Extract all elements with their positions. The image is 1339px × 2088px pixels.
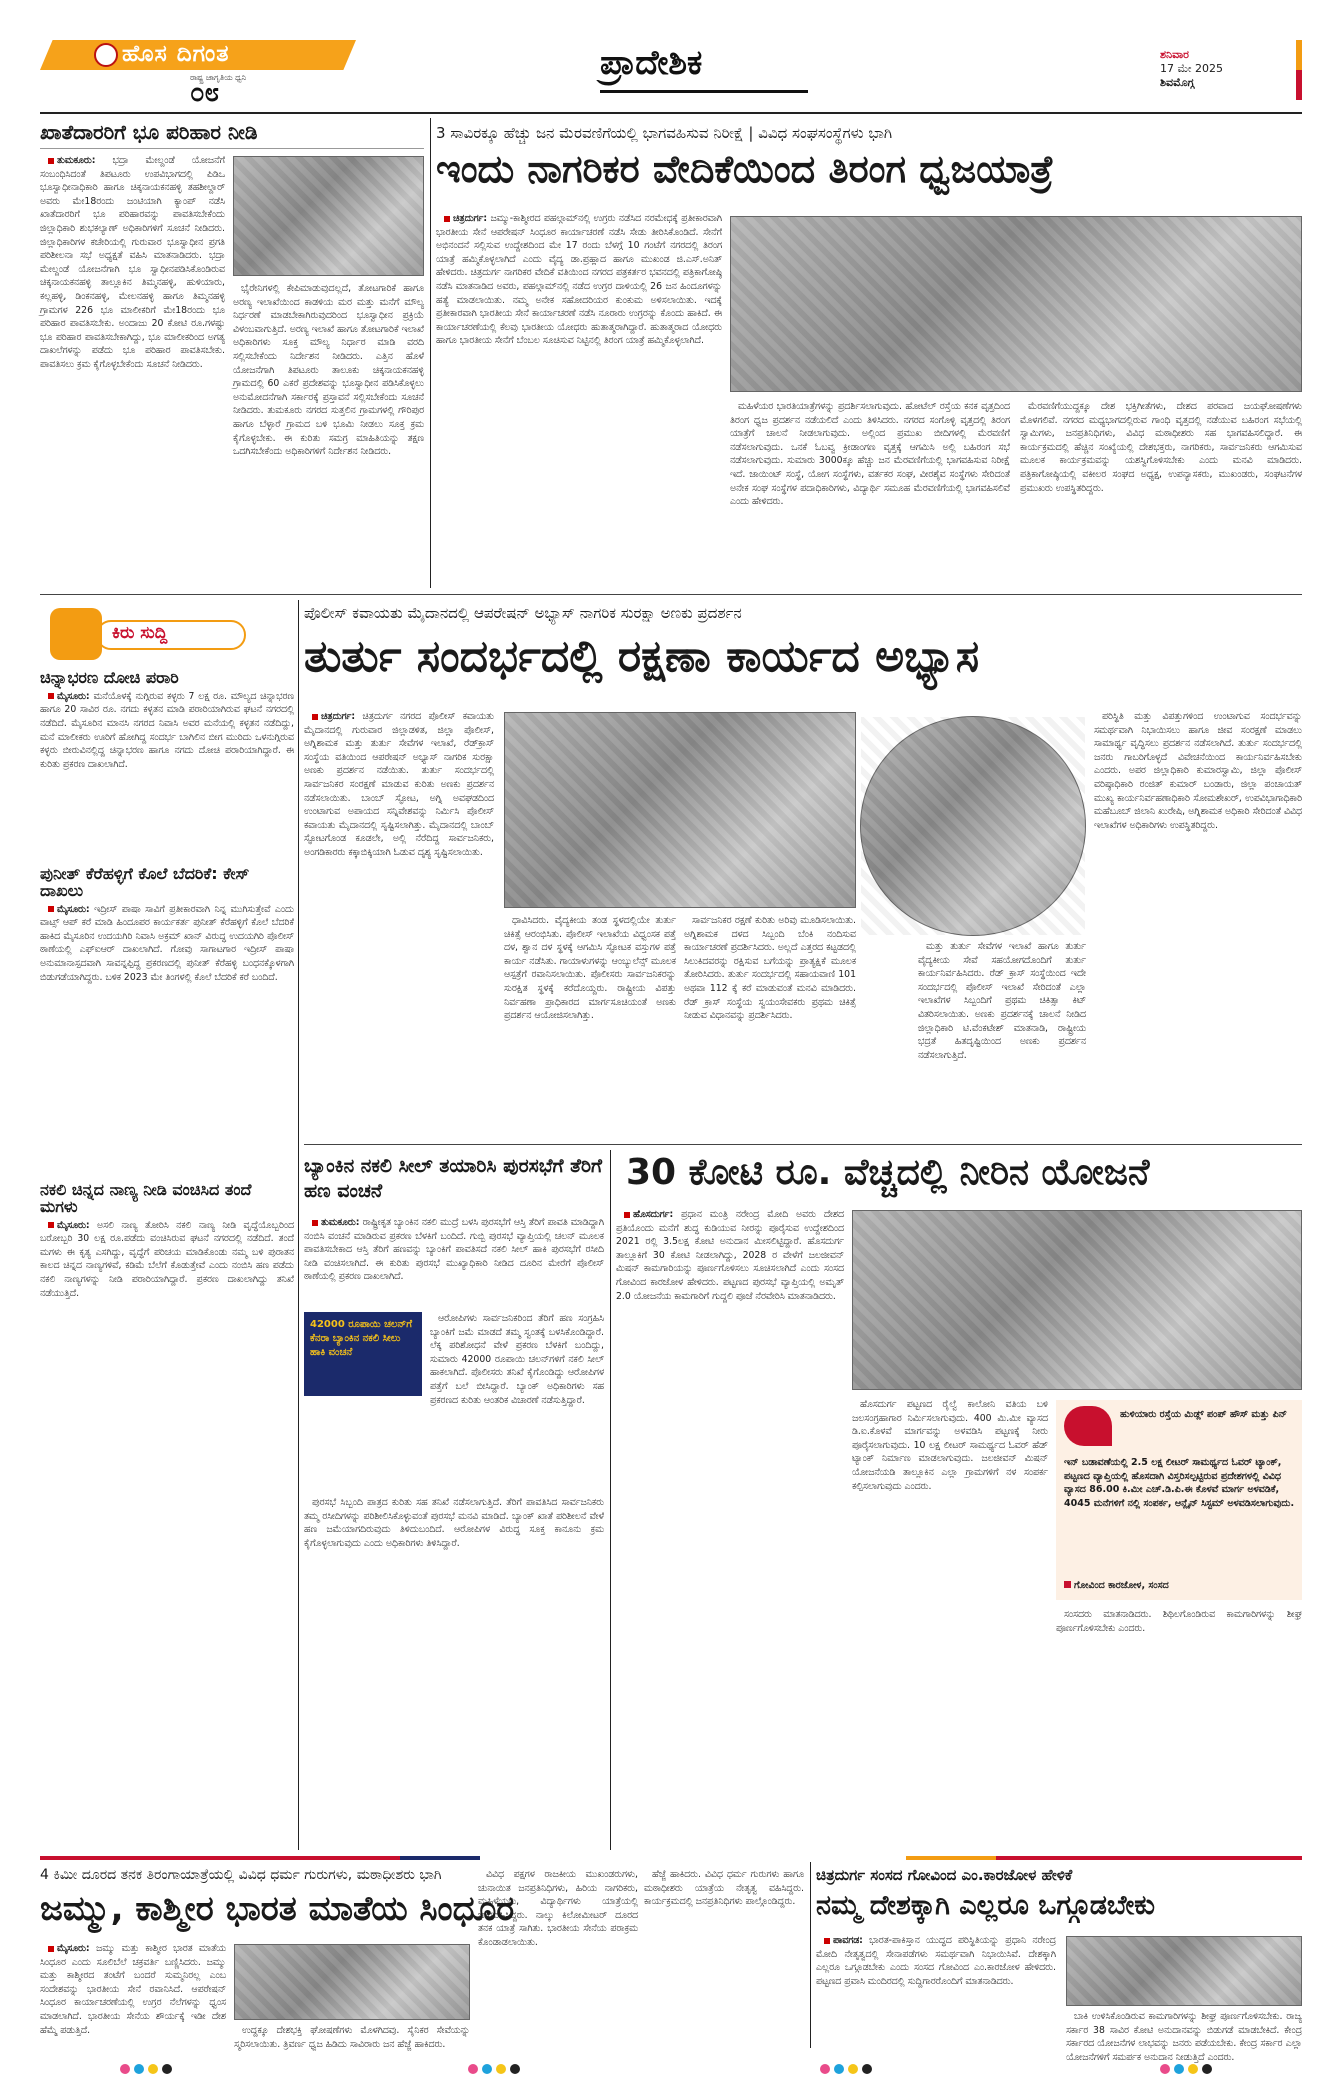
kiru-suddi-column	[40, 600, 294, 1850]
registration-dot	[862, 2064, 872, 2074]
page-number: ೦೮	[190, 78, 220, 108]
bullet-icon	[312, 714, 318, 720]
article-fake-seal	[304, 1150, 604, 1850]
bullet-icon	[48, 906, 54, 912]
dateline: ಪಾವಗಡ:	[833, 1935, 863, 1946]
logo-block	[40, 40, 356, 108]
callout-text: 42000 ರೂಪಾಯಿ ಚಲನ್‌ಗೆ ಕೆನರಾ ಬ್ಯಾಂಕಿನ ನಕಲಿ ಸೀಲು ಹಾಕಿ ವಂಚನೆ	[310, 1319, 413, 1358]
article-body: ಧಾವಿಸಿದರು. ವೈದ್ಯಕೀಯ ತಂಡ ಸ್ಥಳದಲ್ಲಿಯೇ ತುರ್ತು ಚಿಕಿತ್ಸೆ ಆರಂಭಿಸಿತು. ಪೊಲೀಸ್ ಇಲಾಖೆಯ ವಿಧ್ವಂಸಕ ಪತ್ತೆ ದಳ, ಶ್ವಾನ ದಳ ಸ್ಥಳಕ್ಕೆ ಆಗಮಿಸಿ ಸ್ಫೋಟಕ ವಸ್ತುಗಳ ಪತ್ತೆ ಕಾರ್ಯ ನಡೆಸಿತು. ಗಾಯಾಳುಗಳನ್ನು ಆಂಬ್ಯುಲೆನ್ಸ್ ಮೂಲಕ ಆಸ್ಪತ್ರೆಗೆ ರವಾನಿಸಲಾಯಿತು. ಪೊಲೀಸರು ಸಾರ್ವಜನಿಕರನ್ನು ಸುರಕ್ಷಿತ ಸ್ಥಳಕ್ಕೆ ಕರೆದೊಯ್ದರು. ರಾಷ್ಟ್ರೀಯ ವಿಪತ್ತು ನಿರ್ವಹಣಾ ಪ್ರಾಧಿಕಾರದ ಮಾರ್ಗಸೂಚಿಯಂತೆ ಅಣಕು ಪ್ರದರ್ಶನ ಆಯೋಜಿಸಲಾಗಿತ್ತು.	[504, 915, 676, 1022]
section-title: ಪ್ರಾದೇಶಿಕ	[600, 43, 703, 83]
registration-dot	[120, 2064, 130, 2074]
registration-dot	[162, 2064, 172, 2074]
article-column	[478, 1868, 638, 2048]
day-label: ಶನಿವಾರ	[1160, 48, 1189, 61]
registration-dot	[1202, 2064, 1212, 2074]
article-body: ಉದ್ದಕ್ಕೂ ದೇಶಭಕ್ತಿ ಘೋಷಣೆಗಳು ಮೊಳಗಿದವು. ಸೈನಿಕರ ಸೇವೆಯನ್ನು ಸ್ಮರಿಸಲಾಯಿತು. ತ್ರಿವರ್ಣ ಧ್ವಜ ಹಿಡಿದು ಸಾವಿರಾರು ಜನ ಹೆಜ್ಜೆ ಹಾಕಿದರು.	[234, 2025, 470, 2050]
article-column	[1020, 400, 1302, 584]
article-body: ಮೆರವಣಿಗೆಯುದ್ದಕ್ಕೂ ದೇಶ ಭಕ್ತಿಗೀತೆಗಳು, ದೇಶದ ಪರವಾದ ಜಯಘೋಷಣೆಗಳು ಮೊಳಗಲಿವೆ. ನಗರದ ಮಧ್ಯಭಾಗದಲ್ಲಿರುವ ಗಾಂಧಿ ವೃತ್ತದಲ್ಲಿ ನಡೆಯುವ ಬಹಿರಂಗ ಸಭೆಯಲ್ಲಿ ಸ್ವಾಮಿಗಳು, ಜನಪ್ರತಿನಿಧಿಗಳು, ವಿವಿಧ ಮಠಾಧೀಶರು ಸಹ ಭಾಗವಹಿಸಲಿದ್ದಾರೆ. ಈ ಕಾರ್ಯಕ್ರಮದಲ್ಲಿ ಹೆಚ್ಚಿನ ಸಂಖ್ಯೆಯಲ್ಲಿ ದೇಶಭಕ್ತರು, ನಾಗರಿಕರು, ಸಾರ್ವಜನಿಕರು ಆಗಮಿಸುವ ಮೂಲಕ ಕಾರ್ಯಕ್ರಮವನ್ನು ಯಶಸ್ವಿಗೊಳಿಸಬೇಕು ಎಂದು ಮನವಿ ಮಾಡಿದರು. ಪತ್ರಿಕಾಗೋಷ್ಠಿಯಲ್ಲಿ ವಕೀಲರ ಸಂಘದ ಅಧ್ಯಕ್ಷ, ಉಪನ್ಯಾಸಕರು, ಮುಖಂಡರು, ಸಂಘಟನೆಗಳ ಪ್ರಮುಖರು ಉಪಸ್ಥಿತರಿದ್ದರು.	[1020, 401, 1302, 494]
article-body: ಪ್ರಧಾನ ಮಂತ್ರಿ ನರೇಂದ್ರ ಮೋದಿ ಅವರು ದೇಶದ ಪ್ರತಿಯೊಂದು ಮನೆಗೆ ಶುದ್ಧ ಕುಡಿಯುವ ನೀರನ್ನು ಪೂರೈಸುವ ಉದ್ದೇಶದಿಂದ 2021 ರಲ್ಲಿ 3.5ಲಕ್ಷ ಕೋಟಿ ಅನುದಾನ ಮೀಸಲಿಟ್ಟಿದ್ದಾರೆ. ಹೊಸದುರ್ಗ ತಾಲ್ಲೂಕಿಗೆ 30 ಕೋಟಿ ನೀಡಲಾಗಿದ್ದು, 2028 ರ ವೇಳೆಗೆ ಜಲಜೀವನ್ ಮಿಷನ್ ಕಾಮಗಾರಿಯನ್ನು ಪೂರ್ಣಗೊಳಿಸಲು ಸೂಚಿಸಲಾಗಿದೆ ಎಂದು ಸಂಸದ ಗೋವಿಂದ ಕಾರಜೋಳ ಹೇಳಿದರು. ಪಟ್ಟಣದ ಪುರಸಭೆ ವ್ಯಾಪ್ತಿಯಲ್ಲಿ ಅಮೃತ್ 2.0 ಯೋಜನೆಯ ಕಾಮಗಾರಿಗೆ ಗುದ್ದಲಿ ಪೂಜೆ ನೆರವೇರಿಸಿ ಮಾತನಾಡಿದರು.	[616, 1209, 844, 1302]
groundbreaking-photo	[852, 1210, 1302, 1390]
bullet-icon	[48, 1946, 54, 1952]
article-headline: ಬ್ಯಾಂಕಿನ ನಕಲಿ ಸೀಲ್ ತಯಾರಿಸಿ ಪುರಸಭೆಗೆ ತೆರಿಗೆ ಹಣ ವಂಚನೆ	[304, 1155, 603, 1202]
quote-text: ಇನ್ ಬಡಾವಣೆಯಲ್ಲಿ 2.5 ಲಕ್ಷ ಲೀಟರ್ ಸಾಮರ್ಥ್ಯದ ಓವರ್ ಟ್ಯಾಂಕ್, ಪಟ್ಟಣದ ವ್ಯಾಪ್ತಿಯಲ್ಲಿ ಹೊಸದಾಗಿ ವಿಸ್ತರಿಸಲ್ಪಟ್ಟಿರುವ ಪ್ರದೇಶಗಳಲ್ಲಿ ವಿವಿಧ ವ್ಯಾಸದ 86.00 ಕಿ.ಮೀ ಎಚ್.ಡಿ.ಪಿ.ಈ ಕೊಳವೆ ಮಾರ್ಗ ಅಳವಡಿಕೆ, 4045 ಮನೆಗಳಿಗೆ ನಲ್ಲಿ ಸಂಪರ್ಕ, ಆನ್ಲೈನ್ ಸಿಸ್ಟಮ್ ಅಳವಡಿಸಲಾಗುವುದು.	[1064, 1457, 1295, 1509]
article-column	[40, 154, 225, 584]
registration-marks	[120, 2064, 1220, 2078]
quote-author-name: ಗೋವಿಂದ ಕಾರಜೋಳ, ಸಂಸದ	[1074, 1580, 1169, 1591]
article-headline: ಇಂದು ನಾಗರಿಕರ ವೇದಿಕೆಯಿಂದ ತಿರಂಗ ಧ್ವಜಯಾತ್ರೆ	[436, 147, 1054, 191]
dateline: ಮೈಸೂರು:	[57, 1943, 90, 1954]
article-column	[730, 400, 1010, 584]
city-label: ಶಿವಮೊಗ್ಗ	[1160, 76, 1195, 89]
registration-dot	[134, 2064, 144, 2074]
article-body: ಭೈರೇನಿಗಳಲ್ಲಿ ಕೇಪಿಮಾಡುವುದಲ್ಲದೆ, ತೋಟಗಾರಿಕೆ ಹಾಗೂ ಅರಣ್ಯ ಇಲಾಖೆಯಿಂದ ಕಾಡಳಿಯ ಮರ ಮತ್ತು ಮನೆಗೆ ಮೌಲ್ಯ ನಿರ್ಧರಣೆ ಮಾಡಬೇಕಾಗಿರುವುದರಿಂದ ಭೂಸ್ವಾಧೀನ ಪ್ರಕ್ರಿಯೆ ವಿಳಂಬವಾಗುತ್ತಿದೆ. ಅರಣ್ಯ ಇಲಾಖೆ ಹಾಗೂ ತೋಟಗಾರಿಕೆ ಇಲಾಖೆ ಅಧಿಕಾರಿಗಳು ಸೂಕ್ತ ಮೌಲ್ಯ ನಿರ್ಧಾರ ಮಾಡಿ ವರದಿ ಸಲ್ಲಿಸಬೇಕೆಂದು ನಿರ್ದೇಶನ ನೀಡಿದರು. ಎತ್ತಿನ ಹೊಳೆ ಯೋಜನೆಗಾಗಿ ತಿಪಟೂರು ತಾಲೂಕು ಚಿಕ್ಕನಾಯಕನಹಳ್ಳಿ ಗ್ರಾಮದಲ್ಲಿ 60 ಎಕರೆ ಪ್ರದೇಶವನ್ನು ಭೂಸ್ವಾಧೀನ ಪಡಿಸಿಕೊಳ್ಳಲು ಅನುಮೋದನೆಗಾಗಿ ಸರ್ಕಾರಕ್ಕೆ ಪ್ರಸ್ತಾವನೆ ಸಲ್ಲಿಸಬೇಕೆಂದು ಸೂಚನೆ ನೀಡಿದರು. ತುಮಕೂರು ನಗರದ ಸುತ್ತಲಿನ ಗ್ರಾಮಗಳಲ್ಲಿ ಗೌರಿಪುರ ಹಾಗೂ ಬೆಳ್ಳಾರೆ ಗ್ರಾಮದ ಬಳಿ ಭೂಮಿ ನೀಡಲು ಸೂಕ್ತ ಕ್ರಮ ಕೈಗೊಳ್ಳಬೇಕು. ಈ ಕುರಿತು ಸಮಗ್ರ ಮಾಹಿತಿಯನ್ನು ತಕ್ಷಣ ಒದಗಿಸಬೇಕೆಂದು ಅಧಿಕಾರಿಗಳಿಗೆ ನಿರ್ದೇಶನ ನೀಡಿದರು.	[233, 283, 424, 458]
article-tiranga-yatra	[436, 118, 1302, 588]
article-body: ವಿವಿಧ ಪಕ್ಷಗಳ ರಾಜಕೀಯ ಮುಖಂಡರುಗಳು, ಚುನಾಯಿತ ಜನಪ್ರತಿನಿಧಿಗಳು, ಹಿರಿಯ ನಾಗರಿಕರು, ಮಹಿಳೆಯರು, ವಿದ್ಯಾರ್ಥಿಗಳು ಯಾತ್ರೆಯಲ್ಲಿ ಭಾಗವಹಿಸಿದ್ದರು. ನಾಲ್ಕು ಕಿಲೋಮೀಟರ್ ದೂರದ ತನಕ ಯಾತ್ರೆ ಸಾಗಿತು. ಭಾರತೀಯ ಸೇನೆಯ ಪರಾಕ್ರಮ ಕೊಂಡಾಡಲಾಯಿತು.	[478, 1869, 638, 1948]
column-divider	[810, 1862, 811, 2048]
article-kicker: 4 ಕಿಮೀ ದೂರದ ತನಕ ತಿರಂಗಾಯಾತ್ರೆಯಲ್ಲಿ ವಿವಿಧ ಧರ್ಮ ಗುರುಗಳು, ಮಠಾಧೀಶರು ಭಾಗಿ	[40, 1867, 442, 1883]
registration-dot	[496, 2064, 506, 2074]
dateline: ಮೈಸೂರು:	[57, 1219, 90, 1231]
color-bar	[996, 1856, 1302, 1860]
article-body: ಭದ್ರಾ ಮೇಲ್ದಂಡೆ ಯೋಜನೆಗೆ ಸಂಬಂಧಿಸಿದಂತೆ ತಿಪಟೂರು ಉಪವಿಭಾಗದಲ್ಲಿ ಪಿಡಿಒ ಭೂಸ್ವಾಧೀನಾಧಿಕಾರಿ ಹಾಗೂ ಚಿಕ್ಕನಾಯಕನಹಳ್ಳಿ ತಹಶೀಲ್ದಾರ್ ಅವರು ಮೇ18ರಂದು ಜಂಟಿಯಾಗಿ ಕ್ಯಾಂಪ್ ನಡೆಸಿ ಖಾತೆದಾರರಿಗೆ ಭೂ ಪರಿಹಾರವನ್ನು ಪಾವತಿಸಬೇಕೆಂದು ಜಿಲ್ಲಾಧಿಕಾರಿ ಶುಭಕಲ್ಯಾಣ್ ಅಧಿಕಾರಿಗಳಿಗೆ ಸೂಚನೆ ನೀಡಿದರು. ಜಿಲ್ಲಾಧಿಕಾರಿಗಳ ಕಚೇರಿಯಲ್ಲಿ ಗುರುವಾರ ಭೂಸ್ವಾಧೀನ ಪ್ರಗತಿ ಪರಿಶೀಲನಾ ಸಭೆ ಅಧ್ಯಕ್ಷತೆ ವಹಿಸಿ ಮಾತನಾಡಿದರು. ಭದ್ರಾ ಮೇಲ್ದಂಡೆ ಯೋಜನೆಗಾಗಿ ಭೂ ಸ್ವಾಧೀನಪಡಿಸಿಕೊಂಡಿರುವ ಚಿಕ್ಕನಾಯಕನಹಳ್ಳಿ ತಾಲ್ಲೂಕಿನ ತಿಮ್ಮನಹಳ್ಳಿ, ಹುಳಿಯಾರು, ಕಲ್ಲಹಳ್ಳಿ, ಡಿಂಕನಹಳ್ಳಿ, ಮೇಲನಹಳ್ಳಿ ಹಾಗೂ ತಿಮ್ಮನಹಳ್ಳಿ ಗ್ರಾಮಗಳ 226 ಭೂ ಮಾಲೀಕರಿಗೆ ಮೇ18ರಂದು ಭೂ ಪರಿಹಾರ ಪಾವತಿಸಬೇಕು. ಅಂದಾಜು 20 ಕೋಟಿ ರೂ.ಗಳಷ್ಟು ಭೂ ಪರಿಹಾರ ಪಾವತಿಸಬೇಕಾಗಿದ್ದು, ಭೂ ಮಾಲೀಕರಿಂದ ಅಗತ್ಯ ದಾಖಲೆಗಳನ್ನು ಪಡೆದು ಭೂ ಪರಿಹಾರ ಪಾವತಿಸಬೇಕು. ಪಾವತಿಸಲು ಕ್ರಮ ಕೈಗೊಳ್ಳಬೇಕೆಂದು ಸೂಚನೆ ನೀಡಿದರು.	[40, 155, 225, 370]
press-meet-photo	[1066, 1936, 1302, 2006]
color-bar	[906, 1856, 996, 1860]
kiru-body: ಅಸಲಿ ನಾಣ್ಯ ತೋರಿಸಿ ನಕಲಿ ನಾಣ್ಯ ನೀಡಿ ವೃದ್ಧೆಯೊಬ್ಬರಿಂದ ಬರೋಬ್ಬರಿ 30 ಲಕ್ಷ ರೂ.ಪಡೆದು ವಂಚಿಸಿರುವ ಘಟನೆ ನಗರದಲ್ಲಿ ನಡೆದಿದೆ. ತಂದೆ ಮಗಳು ಈ ಕೃತ್ಯ ಎಸಗಿದ್ದು, ವೃದ್ಧೆಗೆ ಪರಿಚಯ ಮಾಡಿಕೊಂಡು ನಮ್ಮ ಬಳಿ ಪುರಾತನ ಕಾಲದ ಚಿನ್ನದ ನಾಣ್ಯಗಳಿವೆ, ಕಡಿಮೆ ಬೆಲೆಗೆ ಕೊಡುತ್ತೇವೆ ಎಂದು ನಂಬಿಸಿ ಹಣ ಪಡೆದು ನಕಲಿ ನಾಣ್ಯಗಳನ್ನು ನೀಡಿ ಪರಾರಿಯಾಗಿದ್ದಾರೆ. ಪ್ರಕರಣ ದಾಖಲಾಗಿದ್ದು ತನಿಖೆ ನಡೆಯುತ್ತಿದೆ.	[40, 1219, 294, 1299]
kiru-suddi-badge	[50, 608, 250, 662]
article-column	[616, 1208, 844, 1808]
bullet-icon	[48, 1222, 54, 1228]
kiru-headline: ಚಿನ್ನಾಭರಣ ದೋಚಿ ಪರಾರಿ	[40, 668, 179, 687]
rescue-drill-photo	[860, 716, 1086, 936]
article-column	[1094, 710, 1302, 1136]
article-body: ಆರೋಪಿಗಳು ಸಾರ್ವಜನಿಕರಿಂದ ತೆರಿಗೆ ಹಣ ಸಂಗ್ರಹಿಸಿ ಬ್ಯಾಂಕಿಗೆ ಜಮೆ ಮಾಡದೆ ತಮ್ಮ ಸ್ವಂತಕ್ಕೆ ಬಳಸಿಕೊಂಡಿದ್ದಾರೆ. ಲೆಕ್ಕ ಪರಿಶೋಧನೆ ವೇಳೆ ಪ್ರಕರಣ ಬೆಳಕಿಗೆ ಬಂದಿದ್ದು, ಸುಮಾರು 42000 ರೂಪಾಯಿ ಚಲನ್‌ಗಳಿಗೆ ನಕಲಿ ಸೀಲ್ ಹಾಕಲಾಗಿದೆ. ಪೊಲೀಸರು ತನಿಖೆ ಕೈಗೊಂಡಿದ್ದು ಆರೋಪಿಗಳ ಪತ್ತೆಗೆ ಬಲೆ ಬೀಸಿದ್ದಾರೆ. ಬ್ಯಾಂಕ್ ಅಧಿಕಾರಿಗಳು ಸಹ ಪ್ರಕರಣದ ಕುರಿತು ಆಂತರಿಕ ವಿಚಾರಣೆ ನಡೆಸುತ್ತಿದ್ದಾರೆ.	[430, 1313, 604, 1406]
kiru-item	[40, 1182, 294, 1592]
column-divider	[298, 600, 299, 1850]
article-headline: ತುರ್ತು ಸಂದರ್ಭದಲ್ಲಿ ರಕ್ಷಣಾ ಕಾರ್ಯದ ಅಭ್ಯಾಸ	[304, 631, 980, 682]
article-column	[304, 710, 494, 1136]
registration-dot	[510, 2064, 520, 2074]
kiru-headline: ಪುನೀತ್ ಕೆರೆಹಳ್ಳಿಗೆ ಕೊಲೆ ಬೆದರಿಕೆ: ಕೇಸ್ ದಾಖಲು	[40, 864, 250, 900]
dateline: ತುಮಕೂರು:	[321, 1217, 360, 1228]
logo-tagline: ರಾಷ್ಟ್ರ ಜಾಗೃತಿಯ ಧ್ವನಿ	[190, 73, 247, 82]
kiru-body: ಇದ್ರೀಸ್ ಪಾಷಾ ಸಾವಿಗೆ ಪ್ರತೀಕಾರವಾಗಿ ನಿನ್ನ ಮುಗಿಸುತ್ತೇವೆ ಎಂದು ವಾಟ್ಸ್ ಆಪ್ ಕರೆ ಮಾಡಿ ಹಿಂದೂಪರ ಕಾರ್ಯಕರ್ತ ಪುನೀತ್ ಕೆರೆಹಳ್ಳಿಗೆ ಕೊಲೆ ಬೆದರಿಕೆ ಹಾಕಿದ ಮೈಸೂರಿನ ಉದಯಗಿರಿ ನಿವಾಸಿ ಅಕ್ರಮ್ ಖಾನ್ ವಿರುದ್ಧ ಉದಯಗಿರಿ ಪೊಲೀಸ್ ಠಾಣೆಯಲ್ಲಿ ಎಫ್‌ಐಆರ್ ದಾಖಲಾಗಿದೆ. ಗೋವು ಸಾಗಾಟಗಾರ ಇದ್ರೀಸ್ ಪಾಷಾ ಅನುಮಾನಾಸ್ಪದವಾಗಿ ಸಾವನ್ನಪ್ಪಿದ್ದ ಪ್ರಕರಣದಲ್ಲಿ ಪುನೀತ್ ಕೆರೆಹಳ್ಳಿ ಬಂಧನಕ್ಕೊಳಗಾಗಿ ಬಿಡುಗಡೆಯಾಗಿದ್ದರು. ಬಳಿಕ 2023 ಮೇ ತಿಂಗಳಲ್ಲಿ ಕೊಲೆ ಬೆದರಿಕೆ ಕರೆ ಬಂದಿದೆ.	[40, 903, 294, 983]
article-body: ಚಿತ್ರದುರ್ಗ ನಗರದ ಪೊಲೀಸ್ ಕವಾಯತು ಮೈದಾನದಲ್ಲಿ ಗುರುವಾರ ಜಿಲ್ಲಾಡಳಿತ, ಜಿಲ್ಲಾ ಪೊಲೀಸ್, ಅಗ್ನಿಶಾಮಕ ಮತ್ತು ತುರ್ತು ಸೇವೆಗಳ ಇಲಾಖೆ, ರೆಡ್‌ಕ್ರಾಸ್ ಸಂಸ್ಥೆಯ ವತಿಯಿಂದ ಆಪರೇಷನ್ ಅಭ್ಯಾಸ್ ನಾಗರಿಕ ಸುರಕ್ಷಾ ಅಣಕು ಪ್ರದರ್ಶನ ನಡೆಯಿತು. ತುರ್ತು ಸಂದರ್ಭದಲ್ಲಿ ಸಾರ್ವಜನಿಕರ ಸಂರಕ್ಷಣೆ ಮಾಡುವ ಕುರಿತು ಅಣಕು ಪ್ರದರ್ಶನ ನಡೆಸಲಾಯಿತು. ಬಾಂಬ್ ಸ್ಫೋಟ, ಅಗ್ನಿ ಅವಘಡದಿಂದ ಉಂಟಾಗುವ ಅಪಾಯದ ಸನ್ನಿವೇಶವನ್ನು ನಿರ್ಮಿಸಿ ಪೊಲೀಸ್ ಕವಾಯತು ಮೈದಾನದಲ್ಲಿ ಸೃಷ್ಟಿಸಲಾಗಿತ್ತು. ಮೈದಾನದಲ್ಲಿ ಬಾಂಬ್ ಸ್ಫೋಟಗೊಂಡ ಕೂಡಲೇ, ಅಲ್ಲಿ ನೆರೆದಿದ್ದ ಸಾರ್ವಜನಿಕರು, ಅಂಗಡಿಕಾರರು ಕಕ್ಕಾಬಿಕ್ಕಿಯಾಗಿ ಓಡುವ ದೃಶ್ಯ ಸೃಷ್ಟಿಸಲಾಯಿತು.	[304, 711, 494, 858]
article-body: ಪರಿಸ್ಥಿತಿ ಮತ್ತು ವಿಪತ್ತುಗಳಿಂದ ಉಂಟಾಗುವ ಸಂದರ್ಭವನ್ನು ಸಮರ್ಥವಾಗಿ ನಿಭಾಯಿಸಲು ಹಾಗೂ ಜೀವ ಸಂರಕ್ಷಣೆ ಮಾಡಲು ಸಾಮಾರ್ಥ್ಯ ವೃದ್ಧಿಸಲು ಪ್ರದರ್ಶನ ನಡೆಸಲಾಗಿದೆ. ತುರ್ತು ಸಂದರ್ಭದಲ್ಲಿ ಜನರು ಗಾಬರಿಗೊಳ್ಳದೆ ವಿವೇಚನೆಯಿಂದ ಕಾರ್ಯನಿರ್ವಹಿಸಬೇಕು ಎಂದರು. ಅಪರ ಜಿಲ್ಲಾಧಿಕಾರಿ ಕುಮಾರಸ್ವಾಮಿ, ಜಿಲ್ಲಾ ಪೊಲೀಸ್ ವರಿಷ್ಠಾಧಿಕಾರಿ ರಂಜಿತ್ ಕುಮಾರ್ ಬಂಡಾರು, ಜಿಲ್ಲಾ ಪಂಚಾಯತ್ ಮುಖ್ಯ ಕಾರ್ಯನಿರ್ವಹಣಾಧಿಕಾರಿ ಸೋಮಶೇಖರ್, ಉಪವಿಭಾಗಾಧಿಕಾರಿ ಮಹೆಬೂಬ್ ಜಿಲಾನಿ ಖುರೇಷಿ, ಅಗ್ನಿಶಾಮಕ ಅಧಿಕಾರಿ ಸೇರಿದಂತೆ ವಿವಿಧ ಇಲಾಖೆಗಳ ಅಧಿಕಾರಿಗಳು ಉಪಸ್ಥಿತರಿದ್ದರು.	[1094, 711, 1302, 831]
headline-rule	[40, 148, 424, 149]
article-body: ಹೆಜ್ಜೆ ಹಾಕಿದರು. ವಿವಿಧ ಧರ್ಮ ಗುರುಗಳು ಹಾಗೂ ಮಠಾಧೀಶರು ಯಾತ್ರೆಯ ನೇತೃತ್ವ ವಹಿಸಿದ್ದರು. ಕಾರ್ಯಕ್ರಮದಲ್ಲಿ ಜನಪ್ರತಿನಿಧಿಗಳು ಪಾಲ್ಗೊಂಡಿದ್ದರು.	[644, 1869, 804, 1908]
kiru-body-wrap	[40, 1219, 294, 1579]
article-column	[852, 1398, 1048, 1808]
date-block	[1160, 48, 1290, 90]
article-column	[1056, 1608, 1302, 1648]
dateline: ಮೈಸೂರು:	[57, 903, 90, 915]
article-headline: ಜಮ್ಮು, ಕಾಶ್ಮೀರ ಭಾರತ ಮಾತೆಯ ಸಿಂಧೂರ	[40, 1889, 515, 1929]
article-column	[918, 940, 1086, 1136]
section-rule	[304, 1144, 1302, 1145]
color-bar	[400, 1856, 480, 1860]
color-bar	[40, 1856, 400, 1860]
column-divider	[430, 118, 431, 588]
article-column	[504, 914, 676, 1136]
bullet-icon	[444, 216, 450, 222]
article-column	[684, 914, 856, 1136]
registration-dot	[1188, 2064, 1198, 2074]
article-mock-drill	[304, 600, 1302, 1140]
article-column	[304, 1402, 422, 1490]
article-body: ಸಾರ್ವಜನಿಕರ ರಕ್ಷಣೆ ಕುರಿತು ಅರಿವು ಮೂಡಿಸಲಾಯಿತು. ಅಗ್ನಿಶಾಮಕ ದಳದ ಸಿಬ್ಬಂದಿ ಬೆಂಕಿ ನಂದಿಸುವ ಕಾರ್ಯಾಚರಣೆ ಪ್ರದರ್ಶಿಸಿದರು. ಅಲ್ಲದೆ ಎತ್ತರದ ಕಟ್ಟಡದಲ್ಲಿ ಸಿಲುಕಿದವರನ್ನು ರಕ್ಷಿಸುವ ಬಗೆಯನ್ನು ಪ್ರಾತ್ಯಕ್ಷಿಕೆ ಮೂಲಕ ತೋರಿಸಿದರು. ತುರ್ತು ಸಂದರ್ಭದಲ್ಲಿ ಸಹಾಯವಾಣಿ 101 ಅಥವಾ 112 ಕ್ಕೆ ಕರೆ ಮಾಡುವಂತೆ ಮನವಿ ಮಾಡಿದರು. ರೆಡ್ ಕ್ರಾಸ್ ಸಂಸ್ಥೆಯ ಸ್ವಯಂಸೇವಕರು ಪ್ರಥಮ ಚಿಕಿತ್ಸೆ ನೀಡುವ ವಿಧಾನವನ್ನು ಪ್ರದರ್ಶಿಸಿದರು.	[684, 915, 856, 1022]
article-headline: ನಮ್ಮ ದೇಶಕ್ಕಾಗಿ ಎಲ್ಲರೂ ಒಗ್ಗೂಡಬೇಕು	[816, 1890, 1155, 1921]
section-rule	[40, 594, 1302, 595]
article-headline: 30 ಕೋಟಿ ರೂ. ವೆಚ್ಚದಲ್ಲಿ ನೀರಿನ ಯೋಜನೆ	[626, 1152, 1150, 1193]
bullet-icon	[624, 1212, 630, 1218]
meeting-photo	[233, 156, 424, 276]
article-column	[233, 282, 424, 584]
article-column	[304, 1216, 604, 1306]
hand-pointer-icon	[50, 608, 102, 660]
section-underline	[600, 90, 808, 93]
article-kicker: ಚಿತ್ರದುರ್ಗ ಸಂಸದ ಗೋವಿಂದ ಎಂ.ಕಾರಜೋಳ ಹೇಳಿಕೆ	[816, 1866, 1073, 1884]
registration-dot	[1174, 2064, 1184, 2074]
article-kicker: 3 ಸಾವಿರಕ್ಕೂ ಹೆಚ್ಚು ಜನ ಮೆರವಣಿಗೆಯಲ್ಲಿ ಭಾಗವಹಿಸುವ ನಿರೀಕ್ಷೆ | ವಿವಿಧ ಸಂಘಸಂಸ್ಥೆಗಳು ಭಾಗಿ	[436, 124, 893, 142]
bullet-icon	[48, 693, 54, 699]
article-jammu-kashmir	[40, 1862, 804, 2048]
article-kicker: ಪೊಲೀಸ್ ಕವಾಯತು ಮೈದಾನದಲ್ಲಿ ಆಪರೇಷನ್ ಅಭ್ಯಾಸ್ ನಾಗರಿಕ ಸುರಕ್ಷಾ ಅಣಕು ಪ್ರದರ್ಶನ	[304, 604, 742, 622]
author-square-icon	[1064, 1581, 1071, 1588]
article-body: ಬಾಕಿ ಉಳಿಸಿಕೊಂಡಿರುವ ಕಾಮಗಾರಿಗಳನ್ನು ಶೀಘ್ರ ಪೂರ್ಣಗೊಳಿಸಬೇಕು. ರಾಜ್ಯ ಸರ್ಕಾರ 38 ಸಾವಿರ ಕೋಟಿ ಅನುದಾನವನ್ನು ಬಿಡುಗಡೆ ಮಾಡಬೇಕಿದೆ. ಕೇಂದ್ರ ಸರ್ಕಾರದ ಯೋಜನೆಗಳ ಲಾಭವನ್ನು ಜನರು ಪಡೆಯಬೇಕು. ಕೇಂದ್ರ ಸರ್ಕಾರ ಎಲ್ಲಾ ಯೋಜನೆಗಳಿಗೆ ಸಮರ್ಪಕ ಅನುದಾನ ನೀಡುತ್ತಿದೆ ಎಂದರು.	[1066, 2011, 1302, 2063]
quote-intro: ಹುಳಿಯಾರು ರಸ್ತೆಯ ಮಿಡ್ಲ್ ಪಂಪ್ ಹೌಸ್ ಮತ್ತು ಪಿನ್	[1120, 1409, 1288, 1420]
date-label: 17 ಮೇ 2025	[1160, 62, 1224, 75]
fire-drill-photo	[504, 712, 856, 908]
article-column	[1066, 2010, 1302, 2063]
dateline: ಚಿತ್ರದುರ್ಗ:	[453, 213, 488, 224]
highlight-callout	[304, 1312, 422, 1396]
edge-color-strip	[1296, 40, 1302, 100]
article-column	[816, 1934, 1056, 2048]
kiru-headline: ನಕಲಿ ಚಿನ್ನದ ನಾಣ್ಯ ನೀಡಿ ವಂಚಿಸಿದ ತಂದೆ ಮಗಳು	[40, 1180, 252, 1216]
article-body: ಜಮ್ಮು-ಕಾಶ್ಮೀರದ ಪಹಲ್ಗಾಮ್‌ನಲ್ಲಿ ಉಗ್ರರು ನಡೆಸಿದ ನರಮೇಧಕ್ಕೆ ಪ್ರತೀಕಾರವಾಗಿ ಭಾರತೀಯ ಸೇನೆ ಆಪರೇಷನ್ ಸಿಂಧೂರ ಕಾರ್ಯಾಚರಣೆ ನಡೆಸಿ ಸೇಡು ತೀರಿಸಿಕೊಂಡಿದೆ. ಸೇನೆಗೆ ಅಭಿನಂದನೆ ಸಲ್ಲಿಸುವ ಉದ್ದೇಶದಿಂದ ಮೇ 17 ರಂದು ಬೆಳಗ್ಗೆ 10 ಗಂಟೆಗೆ ನಗರದಲ್ಲಿ ತಿರಂಗ ಯಾತ್ರೆ ಹಮ್ಮಿಕೊಳ್ಳಲಾಗಿದೆ ಎಂದು ವೈದ್ಯ ಡಾ.ಪ್ರಹ್ಲಾದ ಹಾಗೂ ಮುಖಂಡ ಜಿ.ಎಸ್.ಅನಿತ್ ಹೇಳಿದರು. ಚಿತ್ರದುರ್ಗ ನಾಗರಿಕರ ವೇದಿಕೆ ವತಿಯಿಂದ ನಗರದ ಪತ್ರಕರ್ತರ ಭವನದಲ್ಲಿ ಪತ್ರಿಕಾಗೋಷ್ಠಿ ನಡೆಸಿ ಮಾತನಾಡಿದ ಅವರು, ಪಹಲ್ಗಾಮ್‌ನಲ್ಲಿ ನಡೆದ ಉಗ್ರರ ದಾಳಿಯಲ್ಲಿ 26 ಜನ ಹಿಂದೂಗಳನ್ನು ಹತ್ಯೆ ಮಾಡಲಾಯಿತು. ನಮ್ಮ ಅನೇಕ ಸಹೋದರಿಯರ ಕುಂಕುಮ ಅಳಿಸಲಾಯಿತು. ಇದಕ್ಕೆ ಪ್ರತೀಕಾರವಾಗಿ ಭಾರತೀಯ ಸೇನೆ ಕಾರ್ಯಾಚರಣೆ ನಡೆಸಿ ನೂರಾರು ಉಗ್ರರನ್ನು ಕೊಂದು ಹಾಕಿದೆ. ಈ ಕಾರ್ಯಾಚರಣೆಯಲ್ಲಿ ಕೆಲವು ಭಾರತೀಯ ಯೋಧರು ಹುತಾತ್ಮರಾಗಿದ್ದಾರೆ. ಹುತಾತ್ಮರಾದ ಯೋಧರು ಹಾಗೂ ಭಾರತೀಯ ಸೇನೆಗೆ ಬೆಂಬಲ ಸೂಚಿಸುವ ನಿಟ್ಟಿನಲ್ಲಿ ತಿರಂಗ ಯಾತ್ರೆ ಹಮ್ಮಿಕೊಳ್ಳಲಾಗಿದೆ.	[436, 213, 722, 347]
article-unite-for-nation	[816, 1862, 1302, 2063]
dateline: ಹೊಸದುರ್ಗ:	[633, 1209, 674, 1220]
article-body: ಮತ್ತು ತುರ್ತು ಸೇವೆಗಳ ಇಲಾಖೆ ಹಾಗೂ ತುರ್ತು ವೈದ್ಯಕೀಯ ಸೇವೆ ಸಹಯೋಗದೊಂದಿಗೆ ತುರ್ತು ಕಾರ್ಯನಿರ್ವಹಿಸಿದರು. ರೆಡ್ ಕ್ರಾಸ್ ಸಂಸ್ಥೆಯಿಂದ ಇದೇ ಸಂದರ್ಭದಲ್ಲಿ ಪೊಲೀಸ್ ಇಲಾಖೆ ಸೇರಿದಂತೆ ಎಲ್ಲಾ ಇಲಾಖೆಗಳ ಸಿಬ್ಬಂದಿಗೆ ಪ್ರಥಮ ಚಿಕಿತ್ಸಾ ಕಿಟ್ ವಿತರಿಸಲಾಯಿತು. ಅಣಕು ಪ್ರದರ್ಶನಕ್ಕೆ ಚಾಲನೆ ನೀಡಿದ ಜಿಲ್ಲಾಧಿಕಾರಿ ಟಿ.ವೆಂಕಟೇಶ್ ಮಾತನಾಡಿ, ರಾಷ್ಟ್ರೀಯ ಭದ್ರತೆ ಹಿತದೃಷ್ಟಿಯಿಂದ ಅಣಕು ಪ್ರದರ್ಶನ ನಡೆಸಲಾಗುತ್ತಿದೆ.	[918, 941, 1086, 1061]
quote-author	[1064, 1580, 1296, 1591]
bullet-icon	[48, 158, 54, 164]
registration-dot	[468, 2064, 478, 2074]
kiru-body-wrap	[40, 690, 294, 834]
badge-label: ಕಿರು ಸುದ್ದಿ	[112, 623, 168, 643]
kiru-item	[40, 670, 294, 840]
registration-dot	[1160, 2064, 1170, 2074]
dateline: ಮೈಸೂರು:	[57, 690, 90, 702]
article-body: ಜಮ್ಮು ಮತ್ತು ಕಾಶ್ಮೀರ ಭಾರತ ಮಾತೆಯ ಸಿಂಧೂರ ಎಂದು ಸೂಲಿಬೆಲೆ ಚಕ್ರವರ್ತಿ ಬಣ್ಣಿಸಿದರು. ಜಮ್ಮು ಮತ್ತು ಕಾಶ್ಮೀರದ ತಂಟೆಗೆ ಬಂದರೆ ಸುಮ್ಮನಿರಲ್ಲ ಎಂಬ ಸಂದೇಶವನ್ನು ಭಾರತೀಯ ಸೇನೆ ರವಾನಿಸಿದೆ. ಆಪರೇಷನ್ ಸಿಂಧೂರ ಕಾರ್ಯಾಚರಣೆಯಲ್ಲಿ ಉಗ್ರರ ನೆಲೆಗಳನ್ನು ಧ್ವಂಸ ಮಾಡಲಾಗಿದೆ. ಭಾರತೀಯ ಸೇನೆಯ ಶೌರ್ಯಕ್ಕೆ ಇಡೀ ದೇಶ ಹೆಮ್ಮೆ ಪಡುತ್ತಿದೆ.	[40, 1943, 226, 2036]
article-column	[436, 212, 722, 584]
registration-dot	[848, 2064, 858, 2074]
bullet-icon	[824, 1938, 830, 1944]
kiru-body: ಮನೆಯೊಳಕ್ಕೆ ನುಗ್ಗಿರುವ ಕಳ್ಳರು 7 ಲಕ್ಷ ರೂ. ಮೌಲ್ಯದ ಚಿನ್ನಾಭರಣ ಹಾಗೂ 20 ಸಾವಿರ ರೂ. ನಗದು ಕಳ್ಳತನ ಮಾಡಿ ಪರಾರಿಯಾಗಿರುವ ಘಟನೆ ನಗರದಲ್ಲಿ ನಡೆದಿದೆ. ಮೈಸೂರಿನ ಮಾನಸಿ ನಗರದ ನಿವಾಸಿ ಅವರ ಮನೆಯಲ್ಲಿ ಕಳ್ಳತನ ನಡೆದಿದ್ದು, ಮನೆ ಮಾಲೀಕರು ಊರಿಗೆ ಹೋಗಿದ್ದ ಸಂದರ್ಭ ಬಾಗಿಲಿನ ಬೀಗ ಮುರಿದು ಒಳನುಗ್ಗಿರುವ ಕಳ್ಳರು ಬೀರುವಿನಲ್ಲಿದ್ದ ಚಿನ್ನಾಭರಣ ಹಾಗೂ ನಗದು ದೋಚಿ ಪರಾರಿಯಾಗಿದ್ದಾರೆ. ಈ ಕುರಿತು ಪ್ರಕರಣ ದಾಖಲಾಗಿದೆ.	[40, 690, 294, 770]
registration-dot	[482, 2064, 492, 2074]
pull-quote-box	[1056, 1400, 1302, 1600]
quote-mark-icon	[1064, 1406, 1112, 1446]
registration-dot	[148, 2064, 158, 2074]
article-column	[234, 2024, 470, 2048]
article-body: ಹೊಸದುರ್ಗ ಪಟ್ಟಣದ ರೈಲ್ವೆ ಕಾಲೋನಿ ವತಿಯ ಬಳಿ ಜಲಸಂಗ್ರಹಾಗಾರ ನಿರ್ಮಿಸಲಾಗುವುದು. 400 ಮಿ.ಮೀ ವ್ಯಾಸದ ಡಿ.ಐ.ಕೊಳವೆ ಮಾರ್ಗವನ್ನು ಅಳವಡಿಸಿ ಪಟ್ಟಣಕ್ಕೆ ನೀರು ಪೂರೈಸಲಾಗುವುದು. 10 ಲಕ್ಷ ಲೀಟರ್ ಸಾಮರ್ಥ್ಯದ ಓವರ್ ಹೆಡ್ ಟ್ಯಾಂಕ್ ನಿರ್ಮಾಣ ಮಾಡಲಾಗುವುದು. ಜಲಜೀವನ್ ಮಿಷನ್ ಯೋಜನೆಯಡಿ ತಾಲ್ಲೂಕಿನ ಎಲ್ಲಾ ಗ್ರಾಮಗಳಿಗೆ ನಳ ಸಂಪರ್ಕ ಕಲ್ಪಿಸಲಾಗುವುದು ಎಂದರು.	[852, 1399, 1048, 1492]
masthead	[40, 40, 1302, 108]
dateline: ಚಿತ್ರದುರ್ಗ:	[321, 711, 356, 722]
article-column	[430, 1312, 604, 1490]
article-column	[40, 1942, 226, 2048]
article-body: ಪುರಸಭೆ ಸಿಬ್ಬಂದಿ ಪಾತ್ರದ ಕುರಿತು ಸಹ ತನಿಖೆ ನಡೆಸಲಾಗುತ್ತಿದೆ. ತೆರಿಗೆ ಪಾವತಿಸಿದ ಸಾರ್ವಜನಿಕರು ತಮ್ಮ ರಸೀದಿಗಳನ್ನು ಪರಿಶೀಲಿಸಿಕೊಳ್ಳುವಂತೆ ಪುರಸಭೆ ಮನವಿ ಮಾಡಿದೆ. ಬ್ಯಾಂಕ್ ಖಾತೆ ಪರಿಶೀಲನೆ ವೇಳೆ ಹಣ ಜಮೆಯಾಗದಿರುವುದು ತಿಳಿದುಬಂದಿದೆ. ಆರೋಪಿಗಳ ವಿರುದ್ಧ ಸೂಕ್ತ ಕಾನೂನು ಕ್ರಮ ಕೈಗೊಳ್ಳಲಾಗುವುದು ಎಂದು ಅಧಿಕಾರಿಗಳು ತಿಳಿಸಿದ್ದಾರೆ.	[304, 1497, 604, 1549]
logo-emblem-icon	[94, 43, 118, 67]
yatra-photo	[234, 1944, 470, 2020]
article-body: ರಾಷ್ಟ್ರೀಕೃತ ಬ್ಯಾಂಕಿನ ನಕಲಿ ಮುದ್ರೆ ಬಳಸಿ ಪುರಸಭೆಗೆ ಆಸ್ತಿ ತೆರಿಗೆ ಪಾವತಿ ಮಾಡಿದ್ದಾಗಿ ನಂಬಿಸಿ ವಂಚನೆ ಮಾಡಿರುವ ಪ್ರಕರಣ ಬೆಳಕಿಗೆ ಬಂದಿದೆ. ಗುಬ್ಬಿ ಪುರಸಭೆ ವ್ಯಾಪ್ತಿಯಲ್ಲಿ ಚಲನ್ ಮೂಲಕ ಪಾವತಿಸಬೇಕಾದ ಆಸ್ತಿ ತೆರಿಗೆ ಹಣವನ್ನು ಬ್ಯಾಂಕಿಗೆ ಪಾವತಿಸದೆ ನಕಲಿ ಸೀಲ್ ಹಾಕಿ ಪುರಸಭೆಗೆ ರಸೀದಿ ನೀಡಿ ವಂಚಿಸಲಾಗಿದೆ. ಈ ಕುರಿತು ಪುರಸಭೆ ಮುಖ್ಯಾಧಿಕಾರಿ ನೀಡಿದ ದೂರಿನ ಮೇರೆಗೆ ಪೊಲೀಸ್ ಠಾಣೆಯಲ್ಲಿ ಪ್ರಕರಣ ದಾಖಲಾಗಿದೆ.	[304, 1217, 604, 1283]
article-column	[644, 1868, 804, 2048]
bullet-icon	[312, 1220, 318, 1226]
press-meet-photo	[730, 216, 1302, 392]
dateline: ತುಮಕೂರು:	[57, 155, 96, 166]
registration-dot	[820, 2064, 830, 2074]
column-divider	[610, 1150, 611, 1850]
registration-dot	[834, 2064, 844, 2074]
article-water-project	[616, 1150, 1302, 1850]
article-land-compensation	[40, 118, 424, 588]
article-body: ಸಂಸದರು ಮಾತನಾಡಿದರು. ಶಿಥಿಲಗೊಂಡಿರುವ ಕಾಮಗಾರಿಗಳನ್ನು ಶೀಘ್ರ ಪೂರ್ಣಗೊಳಿಸಬೇಕು ಎಂದರು.	[1056, 1609, 1302, 1634]
article-body: ಮಹಿಳೆಯರ ಭಾರತಿಯಾತ್ರೆಗಳನ್ನು ಪ್ರದರ್ಶಿಸಲಾಗುವುದು. ಹೋಟೆಲ್ ರಸ್ತೆಯ ಕನಕ ವೃತ್ತದಿಂದ ತಿರಂಗ ಧ್ವಜ ಪ್ರದರ್ಶನ ನಡೆಯಲಿದೆ ಎಂದು ತಿಳಿಸಿದರು. ನಗರದ ಸಂಗೊಳ್ಳಿ ವೃತ್ತದಲ್ಲಿ ತಿರಂಗ ಯಾತ್ರೆಗೆ ಚಾಲನೆ ನೀಡಲಾಗುವುದು. ಅಲ್ಲಿಂದ ಪ್ರಮುಖ ಬೀದಿಗಳಲ್ಲಿ ಮೆರವಣಿಗೆ ನಡೆಸಲಾಗುವುದು. ಒನಕೆ ಓಬವ್ವ ಕ್ರೀಡಾಂಗಣ ವೃತ್ತಕ್ಕೆ ಆಗಮಿಸಿ ಅಲ್ಲಿ ಬಹಿರಂಗ ಸಭೆ ನಡೆಸಲಾಗುವುದು. ಸುಮಾರು 3000ಕ್ಕೂ ಹೆಚ್ಚು ಜನ ಮೆರವಣಿಗೆಯಲ್ಲಿ ಭಾಗವಹಿಸುವ ನಿರೀಕ್ಷೆ ಇದೆ. ಜಾಯಿಂಟ್ ಸಂಸ್ಥೆ, ಯೋಗ ಸಂಸ್ಥೆಗಳು, ವರ್ತಕರ ಸಂಘ, ವೀರಶೈವ ಸಂಸ್ಥೆಗಳು ಸೇರಿದಂತೆ ಅನೇಕ ಸಂಘ ಸಂಸ್ಥೆಗಳ ಪದಾಧಿಕಾರಿಗಳು, ವಿದ್ಯಾರ್ಥಿ ಸಮೂಹ ಮೆರವಣಿಗೆಯಲ್ಲಿ ಭಾಗವಹಿಸಲಿವೆ ಎಂದು ಹೇಳಿದರು.	[730, 401, 1010, 508]
logo-text: ಹೊಸ ದಿಗಂತ	[122, 41, 230, 67]
article-headline: ಖಾತೆದಾರರಿಗೆ ಭೂ ಪರಿಹಾರ ನೀಡಿ	[40, 120, 258, 144]
masthead-rule	[40, 112, 1302, 114]
article-body: ಭಾರತ-ಪಾಕಿಸ್ತಾನ ಯುದ್ಧದ ಪರಿಸ್ಥಿತಿಯನ್ನು ಪ್ರಧಾನಿ ನರೇಂದ್ರ ಮೋದಿ ನೇತೃತ್ವದಲ್ಲಿ ಸೇನಾಪಡೆಗಳು ಸಮರ್ಥವಾಗಿ ನಿಭಾಯಿಸಿವೆ. ದೇಶಕ್ಕಾಗಿ ಎಲ್ಲರೂ ಒಗ್ಗೂಡಬೇಕು ಎಂದು ಸಂಸದ ಗೋವಿಂದ ಎಂ.ಕಾರಜೋಳ ಹೇಳಿದರು. ಪಟ್ಟಣದ ಪ್ರವಾಸಿ ಮಂದಿರದಲ್ಲಿ ಸುದ್ದಿಗಾರರೊಂದಿಗೆ ಮಾತನಾಡಿದರು.	[816, 1935, 1056, 1987]
article-column	[304, 1496, 604, 1736]
